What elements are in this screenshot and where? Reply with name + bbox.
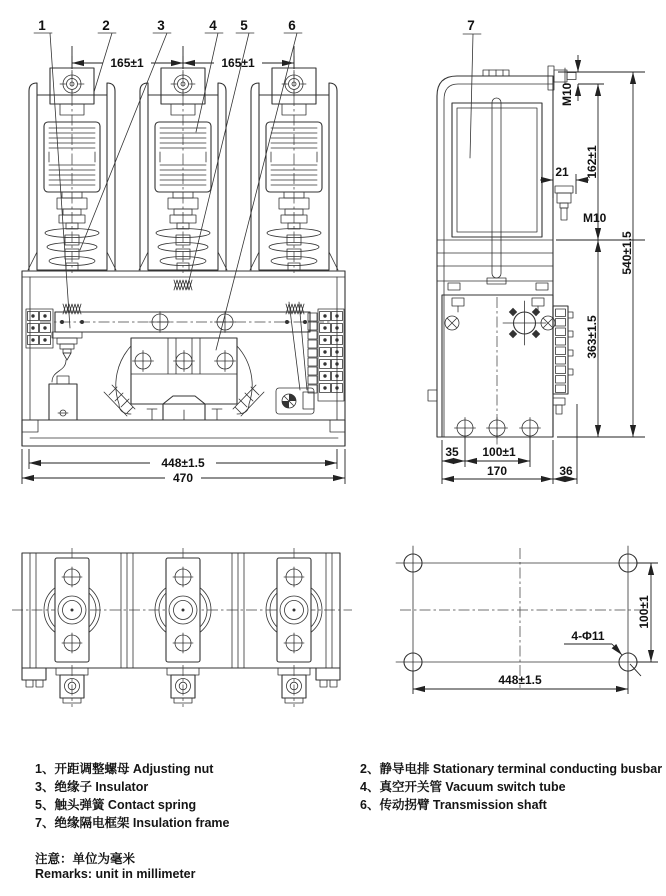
mounting-dimensions [413,563,658,694]
mechanism-housing [22,271,345,446]
callout-4: 4 [209,18,217,33]
front-view [22,18,345,485]
top-view [12,548,352,707]
callout-7: 7 [467,18,475,33]
contact-spring-middle [174,280,192,290]
dim-foot-pitch: 100±1 [482,445,516,459]
holes-label: 4-Φ11 [571,629,605,643]
dim-overall-height: 540±1.5 [620,231,634,275]
legend-item-5: 5、触头弹簧 Contact spring [35,798,197,812]
phase-column-middle [139,56,227,273]
side-dimensions [442,55,645,484]
dim-hole-pitch-vertical: 100±1 [637,595,651,629]
side-view [428,18,645,484]
dim-thread-top: M10 [560,82,574,106]
crank-bracket [276,388,314,414]
dim-hole-pitch-horizontal: 448±1.5 [498,673,542,687]
conducting-bar [40,312,330,333]
top-phase-middle [155,548,211,707]
callout-1: 1 [38,18,46,33]
note-units-zh: 注意：单位为毫米 [35,852,136,866]
top-phase-left [44,548,100,707]
phase-column-left [28,56,116,273]
legend-item-7: 7、绝缘隔电框架 Insulation frame [35,816,230,830]
side-connector [428,390,437,401]
legend-item-6: 6、传动拐臂 Transmission shaft [360,798,547,812]
dim-thread-side: M10 [583,211,607,225]
foot-right [316,668,340,687]
dim-pitch-left: 165±1 [110,56,144,70]
legend-item-2: 2、静导电排 Stationary terminal conducting busbar [360,762,663,776]
dim-pitch-right: 165±1 [221,56,255,70]
side-callout [463,18,481,158]
callout-6: 6 [288,18,296,33]
note-units-en: Remarks: unit in millimeter [35,867,196,881]
callout-5: 5 [240,18,248,33]
mounting-hole-view [396,546,658,694]
dim-terminal-depth: 36 [559,464,573,478]
foot-left [22,668,46,687]
insulation-frame-body [437,70,553,437]
auxiliary-device [49,360,77,420]
adjusting-nut-stack [52,332,82,360]
legend-left-column [35,760,229,832]
link-rod [289,302,307,390]
legend-right-column [360,760,662,814]
top-phase-right [266,548,322,707]
terminal-strip-side [553,306,573,414]
stationary-terminal-bolt-side [555,186,573,220]
base-frame [22,420,345,446]
mechanism-box-side [428,295,573,452]
dim-top-section: 162±1 [585,145,599,179]
terminal-block-right [308,309,344,401]
dim-mount-width: 448±1.5 [161,456,205,470]
dim-depth: 170 [486,464,508,478]
dim-terminal-width: 21 [555,165,569,179]
legend-item-3: 3、绝缘子 Insulator [35,780,149,794]
dim-overall-width: 470 [172,471,194,485]
transmission-mechanism [104,338,264,420]
dim-foot-offset: 35 [445,445,459,459]
callout-3: 3 [157,18,165,33]
legend-item-4: 4、真空开关管 Vacuum switch tube [360,780,566,794]
callout-2: 2 [102,18,110,33]
legend-item-1: 1、开距调整螺母 Adjusting nut [35,762,214,776]
dim-lower-section: 363±1.5 [585,315,599,359]
